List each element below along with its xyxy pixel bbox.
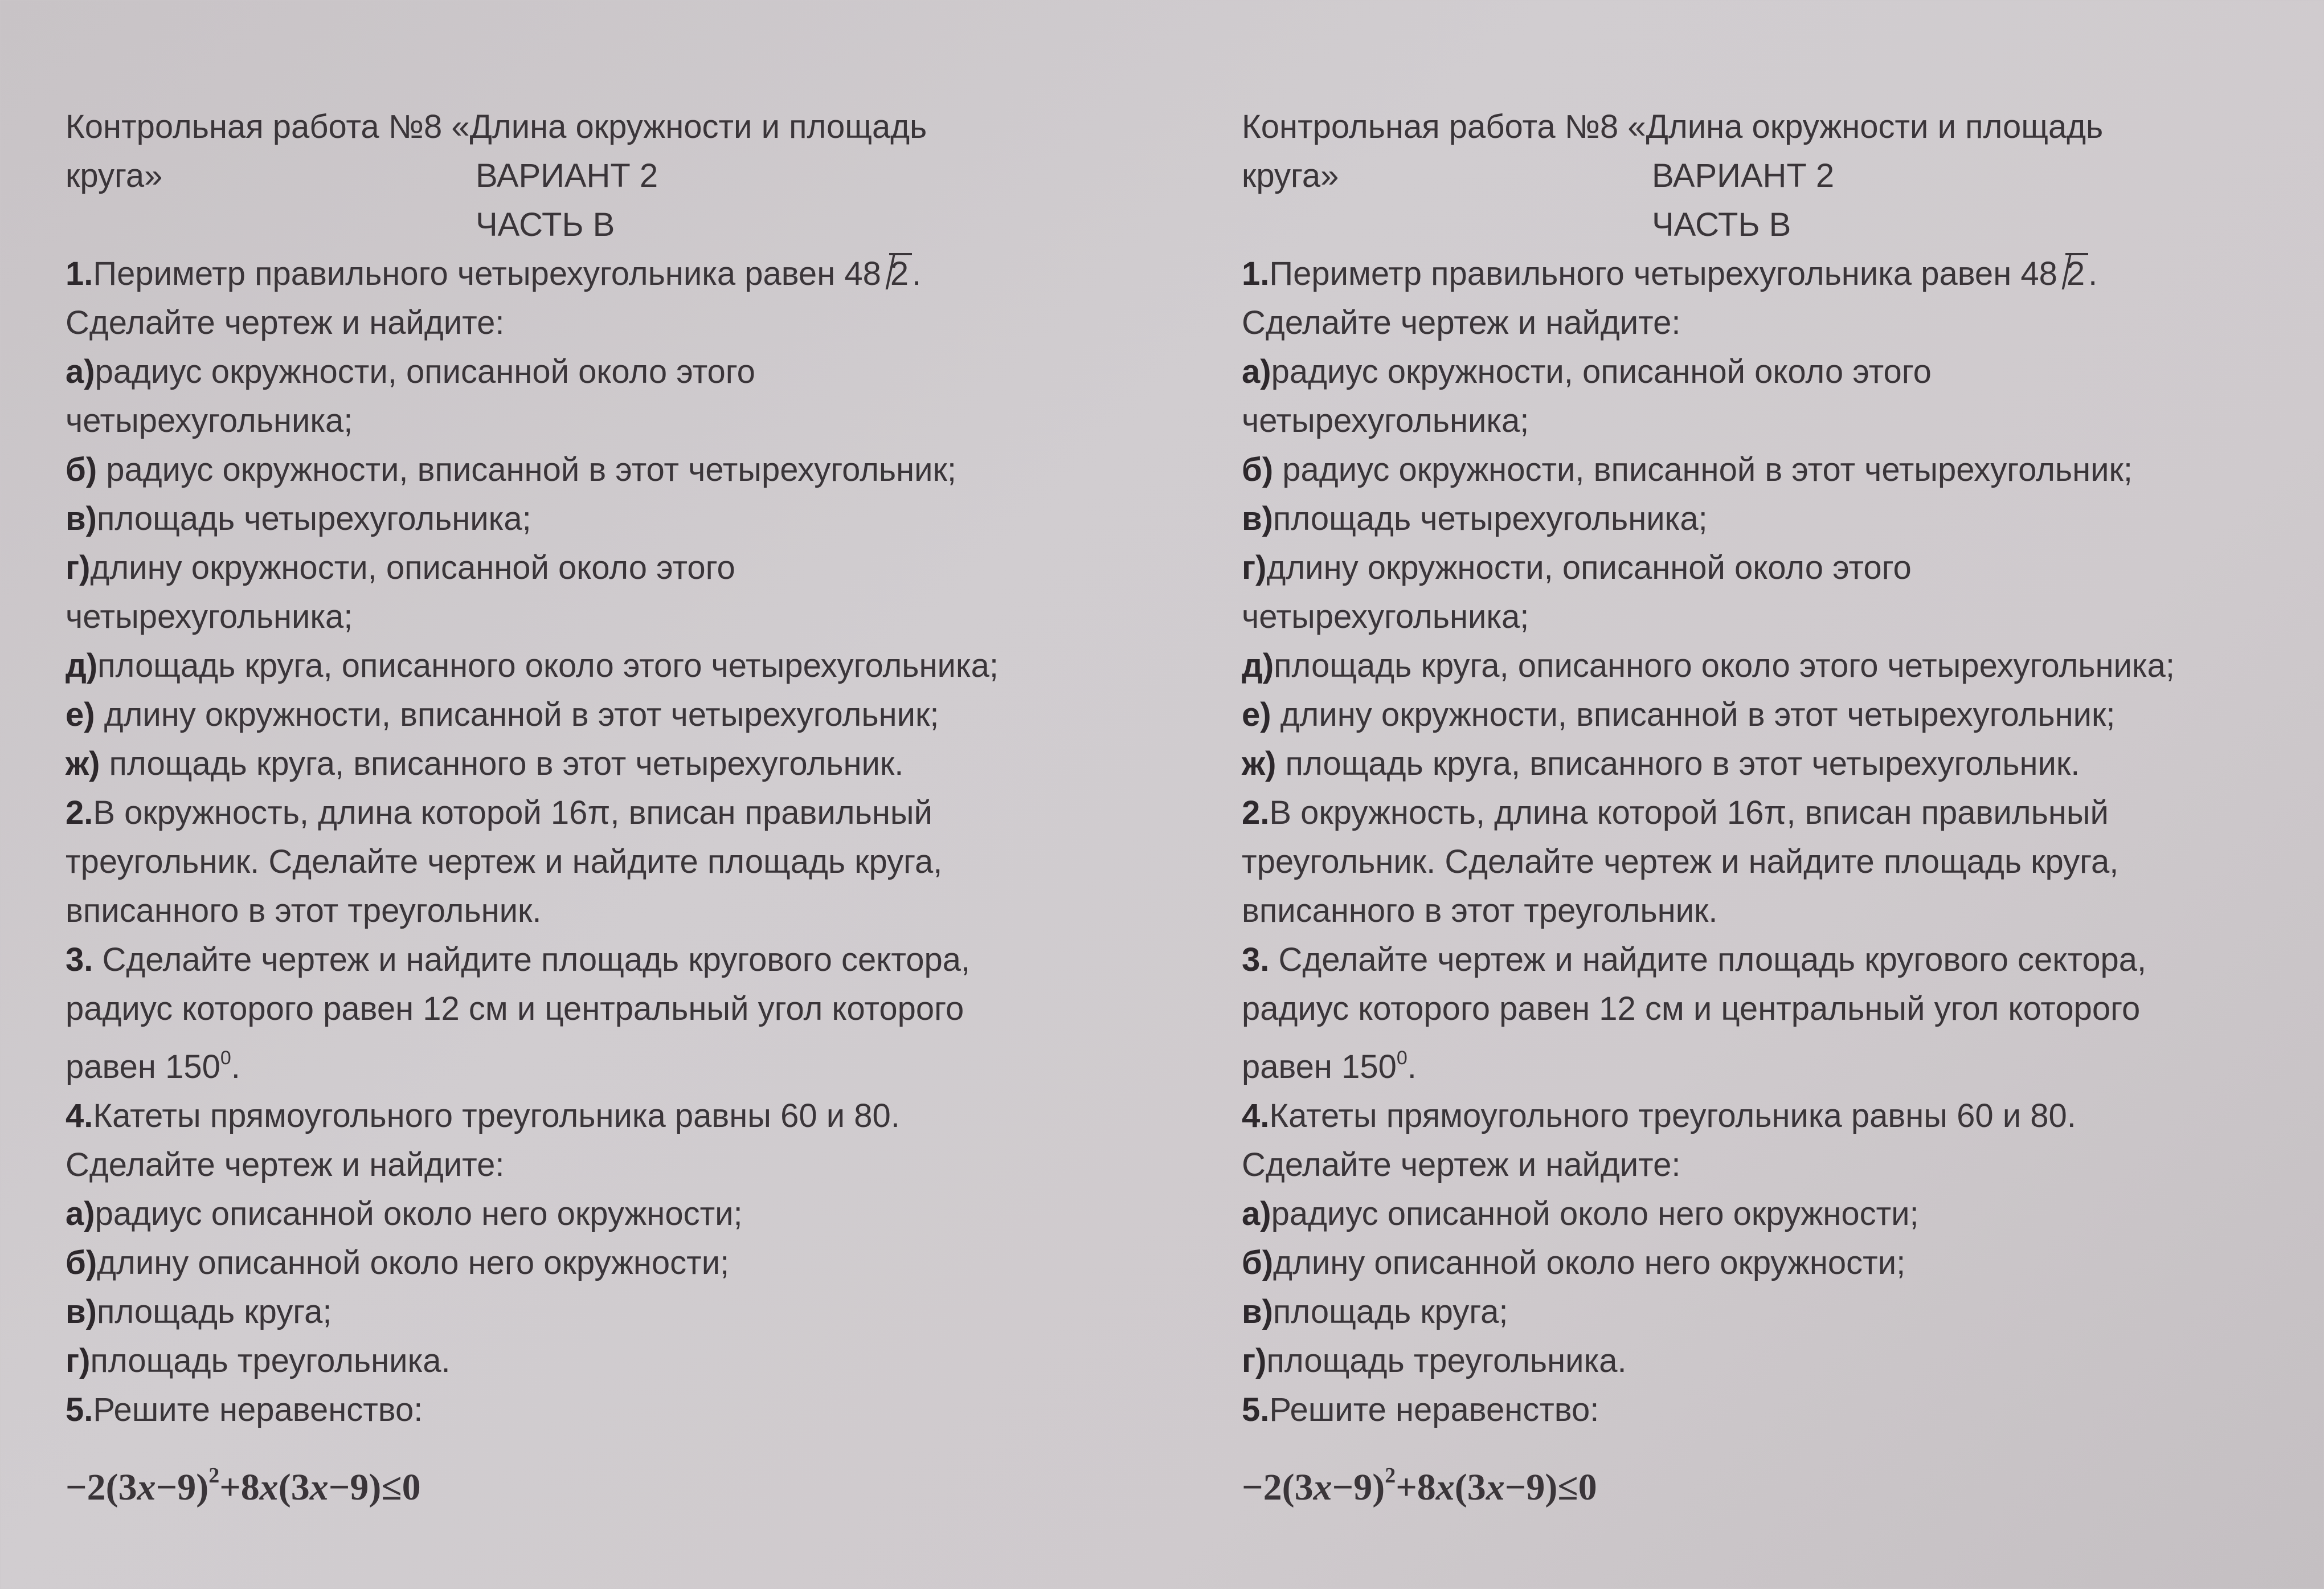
task-1-instruction: Сделайте чертеж и найдите: bbox=[66, 304, 505, 341]
task-4-instruction: Сделайте чертеж и найдите: bbox=[1242, 1146, 1681, 1183]
text-span: площадь круга, вписанного в этот четырехугольник. bbox=[1276, 745, 2080, 782]
text-span: 2 bbox=[2065, 253, 2088, 292]
degree-mark: 0 bbox=[220, 1047, 231, 1069]
task-5-number: 5. bbox=[1242, 1391, 1270, 1428]
text-span: −9)≤0 bbox=[328, 1467, 421, 1508]
text-span: ж) bbox=[1242, 745, 1276, 782]
task-2-line: вписанного в этот треугольник. bbox=[1242, 892, 1718, 929]
worksheet-title: Контрольная работа №8 «Длина окружности и площадь bbox=[1242, 108, 2104, 145]
task-1-item bbox=[1242, 691, 2324, 740]
task-1-statement bbox=[1242, 250, 2324, 299]
task-4-item bbox=[66, 1288, 1159, 1337]
task-3-line: радиус которого равен 12 см и центральный угол которого bbox=[1242, 990, 2141, 1027]
text-span: площадь треугольника. bbox=[1266, 1342, 1627, 1379]
text-span: б) bbox=[1242, 1244, 1274, 1281]
text-span: Периметр правильного четырехугольника равен 48 bbox=[93, 255, 881, 292]
text-span: −9) bbox=[156, 1467, 209, 1508]
text-span: . bbox=[231, 1048, 240, 1085]
text-span: д) bbox=[1242, 647, 1274, 684]
text-span: радиус описанной около него окружности; bbox=[1271, 1195, 1919, 1232]
task-1-number: 1. bbox=[66, 255, 93, 292]
task-1-item bbox=[66, 691, 1159, 740]
text-span: длину окружности, вписанной в этот четырехугольник; bbox=[95, 696, 939, 733]
worksheet-title-cont: круга» bbox=[1242, 157, 1339, 194]
task-3-line bbox=[1242, 936, 2324, 985]
text-span: радиус окружности, описанной около этого bbox=[95, 353, 755, 390]
worksheet-title: Контрольная работа №8 «Длина окружности и площадь bbox=[66, 108, 927, 145]
text-span: площадь круга; bbox=[96, 1293, 332, 1330]
text-span: 2 bbox=[889, 253, 912, 292]
task-3-number: 3. bbox=[66, 941, 93, 978]
text-span: б) bbox=[1242, 451, 1274, 488]
task-1-number: 1. bbox=[1242, 255, 1270, 292]
text-span: четырехугольника; bbox=[1242, 598, 1529, 635]
text-span: равен 150 bbox=[66, 1048, 220, 1085]
worksheet-left bbox=[66, 103, 1159, 1516]
text-span: площадь круга; bbox=[1273, 1293, 1508, 1330]
text-span: длину окружности, вписанной в этот четырехугольник; bbox=[1271, 696, 2116, 733]
task-4-item bbox=[66, 1337, 1159, 1386]
text-span: в) bbox=[66, 500, 97, 537]
task-1-item bbox=[1242, 642, 2324, 691]
task-5-number: 5. bbox=[66, 1391, 93, 1428]
text-span: Периметр правильного четырехугольника равен 48 bbox=[1269, 255, 2057, 292]
text-span: (3 bbox=[1454, 1467, 1486, 1508]
task-1-item bbox=[66, 544, 1159, 593]
task-2-line: треугольник. Сделайте чертеж и найдите площадь круга, bbox=[1242, 843, 2119, 880]
task-2-line bbox=[1242, 789, 2324, 838]
text-span: четырехугольника; bbox=[66, 402, 353, 439]
task-1-statement bbox=[66, 250, 1159, 299]
text-span: длину окружности, описанной около этого bbox=[90, 549, 735, 586]
text-span: а) bbox=[1242, 353, 1271, 390]
text-span: а) bbox=[66, 1195, 95, 1232]
text-span: г) bbox=[66, 1342, 91, 1379]
task-4-statement bbox=[1242, 1092, 2324, 1141]
task-1-item bbox=[1242, 397, 2324, 446]
text-span: В окружность, длина которой 16π, вписан правильный bbox=[93, 794, 932, 831]
sqrt-symbol bbox=[2057, 250, 2088, 299]
task-1-item bbox=[1242, 495, 2324, 544]
text-span: ж) bbox=[66, 745, 100, 782]
text-span: в) bbox=[1242, 1293, 1273, 1330]
task-1-item bbox=[1242, 544, 2324, 593]
text-span: x bbox=[309, 1467, 329, 1508]
text-span: +8 bbox=[219, 1467, 260, 1508]
text-span: г) bbox=[1242, 549, 1267, 586]
task-4-instruction: Сделайте чертеж и найдите: bbox=[66, 1146, 505, 1183]
text-span: x bbox=[1435, 1467, 1455, 1508]
worksheet-title-cont: круга» bbox=[66, 157, 163, 194]
text-span: длину окружности, описанной около этого bbox=[1266, 549, 1912, 586]
text-span: Решите неравенство: bbox=[1269, 1391, 1599, 1428]
text-span: −2(3 bbox=[66, 1467, 137, 1508]
text-span: 2 bbox=[208, 1464, 220, 1488]
text-span: . bbox=[912, 255, 922, 292]
text-span: Решите неравенство: bbox=[93, 1391, 423, 1428]
task-1-item bbox=[1242, 740, 2324, 789]
text-span: площадь круга, вписанного в этот четырехугольник. bbox=[100, 745, 904, 782]
text-span: четырехугольника; bbox=[1242, 402, 1529, 439]
task-2-line: вписанного в этот треугольник. bbox=[66, 892, 542, 929]
text-span: +8 bbox=[1396, 1467, 1436, 1508]
task-4-number: 4. bbox=[1242, 1097, 1270, 1134]
task-3-line bbox=[66, 936, 1159, 985]
task-4-item bbox=[66, 1239, 1159, 1288]
task-4-item bbox=[1242, 1239, 2324, 1288]
text-span: площадь круга, описанного около этого четырехугольника; bbox=[1274, 647, 2175, 684]
task-1-item bbox=[66, 740, 1159, 789]
text-span: x bbox=[259, 1467, 279, 1508]
text-span: в) bbox=[66, 1293, 97, 1330]
text-span: длину описанной около него окружности; bbox=[97, 1244, 730, 1281]
variant-label: ВАРИАНТ 2 bbox=[1652, 157, 1835, 194]
degree-mark: 0 bbox=[1396, 1047, 1408, 1069]
task-3-line: радиус которого равен 12 см и центральный угол которого bbox=[66, 990, 964, 1027]
task-2-line bbox=[66, 789, 1159, 838]
text-span: д) bbox=[66, 647, 98, 684]
task-4-item bbox=[1242, 1190, 2324, 1239]
part-label: ЧАСТЬ В bbox=[476, 206, 615, 243]
inequality-formula bbox=[1242, 1447, 2324, 1516]
task-4-item bbox=[66, 1190, 1159, 1239]
text-span: −9)≤0 bbox=[1504, 1467, 1597, 1508]
task-4-number: 4. bbox=[66, 1097, 93, 1134]
text-span: площадь треугольника. bbox=[90, 1342, 451, 1379]
task-2-number: 2. bbox=[66, 794, 93, 831]
task-5-statement bbox=[1242, 1386, 2324, 1435]
text-span: 2 bbox=[1385, 1464, 1396, 1488]
text-span: x bbox=[1313, 1467, 1332, 1508]
text-span: площадь четырехугольника; bbox=[1273, 500, 1708, 537]
task-1-item bbox=[1242, 348, 2324, 397]
text-span: радиус окружности, вписанной в этот четырехугольник; bbox=[97, 451, 957, 488]
task-2-line: треугольник. Сделайте чертеж и найдите площадь круга, bbox=[66, 843, 943, 880]
text-span: . bbox=[2088, 255, 2098, 292]
task-1-item bbox=[66, 495, 1159, 544]
text-span: равен 150 bbox=[1242, 1048, 1397, 1085]
text-span: радиус окружности, описанной около этого bbox=[1271, 353, 1932, 390]
text-span: Сделайте чертеж и найдите площадь кругового сектора, bbox=[1269, 941, 2147, 978]
task-4-statement bbox=[66, 1092, 1159, 1141]
text-span: длину описанной около него окружности; bbox=[1273, 1244, 1906, 1281]
task-1-item bbox=[66, 397, 1159, 446]
text-span: площадь круга, описанного около этого четырехугольника; bbox=[97, 647, 999, 684]
task-1-item bbox=[1242, 446, 2324, 495]
worksheet-right bbox=[1242, 103, 2324, 1516]
part-label: ЧАСТЬ В bbox=[1652, 206, 1791, 243]
text-span: б) bbox=[66, 1244, 97, 1281]
variant-label: ВАРИАНТ 2 bbox=[476, 157, 658, 194]
task-1-item bbox=[66, 446, 1159, 495]
text-span: (3 bbox=[278, 1467, 310, 1508]
task-5-statement bbox=[66, 1386, 1159, 1435]
text-span: а) bbox=[66, 353, 95, 390]
task-3-line bbox=[66, 1034, 1159, 1092]
text-span: е) bbox=[1242, 696, 1271, 733]
task-1-instruction: Сделайте чертеж и найдите: bbox=[1242, 304, 1681, 341]
text-span: площадь четырехугольника; bbox=[96, 500, 531, 537]
text-span: а) bbox=[1242, 1195, 1271, 1232]
text-span: −9) bbox=[1332, 1467, 1385, 1508]
text-span: В окружность, длина которой 16π, вписан правильный bbox=[1269, 794, 2109, 831]
inequality-formula bbox=[66, 1447, 1159, 1516]
text-span: б) bbox=[66, 451, 97, 488]
text-span: радиус описанной около него окружности; bbox=[95, 1195, 743, 1232]
text-span: четырехугольника; bbox=[66, 598, 353, 635]
text-span: x bbox=[1486, 1467, 1505, 1508]
text-span: г) bbox=[1242, 1342, 1267, 1379]
text-span: Катеты прямоугольного треугольника равны 60 и 80. bbox=[93, 1097, 900, 1134]
task-1-item bbox=[66, 348, 1159, 397]
text-span: x bbox=[137, 1467, 156, 1508]
task-1-item bbox=[66, 593, 1159, 642]
task-3-line bbox=[1242, 1034, 2324, 1092]
text-span: е) bbox=[66, 696, 95, 733]
task-2-number: 2. bbox=[1242, 794, 1270, 831]
text-span: . bbox=[1407, 1048, 1417, 1085]
text-span: в) bbox=[1242, 500, 1273, 537]
task-3-number: 3. bbox=[1242, 941, 1270, 978]
task-1-item bbox=[66, 642, 1159, 691]
text-span: г) bbox=[66, 549, 91, 586]
text-span: радиус окружности, вписанной в этот четырехугольник; bbox=[1273, 451, 2133, 488]
text-span: −2(3 bbox=[1242, 1467, 1314, 1508]
sqrt-symbol bbox=[881, 250, 912, 299]
task-4-item bbox=[1242, 1337, 2324, 1386]
text-span: Катеты прямоугольного треугольника равны 60 и 80. bbox=[1269, 1097, 2076, 1134]
task-4-item bbox=[1242, 1288, 2324, 1337]
text-span: Сделайте чертеж и найдите площадь кругового сектора, bbox=[93, 941, 971, 978]
task-1-item bbox=[1242, 593, 2324, 642]
